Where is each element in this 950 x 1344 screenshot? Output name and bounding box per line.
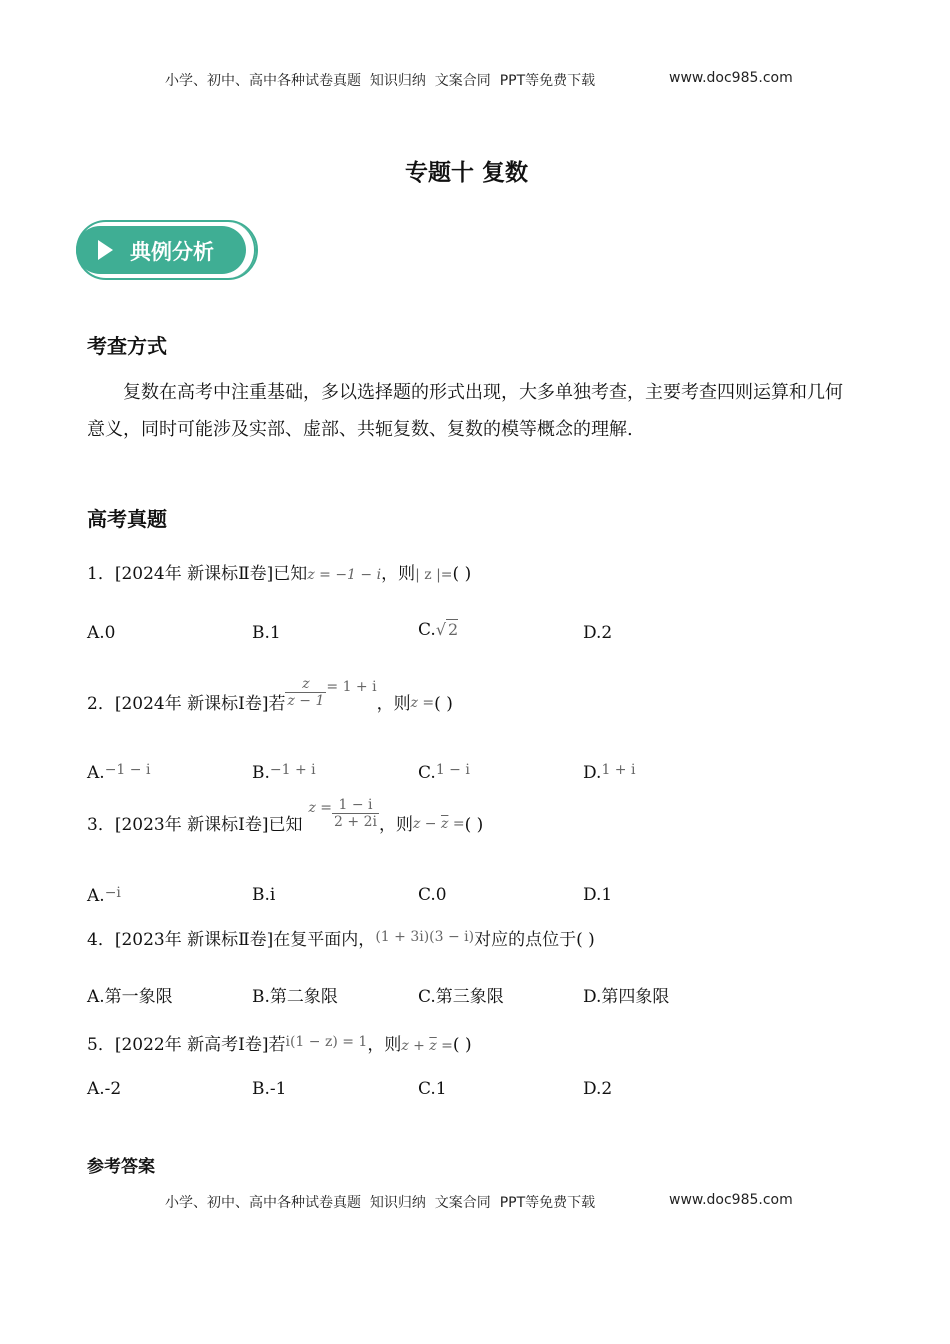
option-label: A. (87, 763, 105, 783)
question-4-option-b[interactable]: B.第二象限 (252, 987, 338, 1007)
question-2-option-c[interactable] (418, 762, 470, 783)
banner-label: 典例分析 (130, 240, 214, 264)
option-math: −i (104, 885, 121, 901)
frac-den: z − 1 (287, 693, 325, 709)
question-3-blank: ( ) (464, 815, 484, 835)
question-3 (87, 797, 483, 835)
question-5-math2 (401, 1038, 453, 1054)
m-part: z + (401, 1038, 430, 1054)
question-2-option-a[interactable] (87, 762, 150, 783)
option-label: D. (583, 763, 602, 783)
section-heading-exams: 高考真题 (87, 507, 167, 531)
question-2-fraction (285, 676, 326, 709)
question-2-text: 2．[2024年 新课标Ⅰ卷]若 (87, 694, 286, 714)
question-2-option-d[interactable] (583, 762, 635, 783)
question-1-option-c[interactable] (418, 619, 458, 640)
question-5 (87, 1030, 472, 1055)
frac-num: z (285, 676, 326, 693)
answers-heading: 参考答案 (87, 1157, 155, 1177)
page-footer-text: 小学、初中、高中各种试卷真题 知识归纳 文案合同 PPT等免费下载 (165, 1195, 596, 1211)
section-heading-method: 考查方式 (87, 334, 167, 358)
question-1-math: z = −1 − i (307, 567, 382, 583)
question-5-blank: ( ) (452, 1035, 472, 1055)
question-2 (87, 676, 453, 714)
question-1-option-a[interactable]: A.0 (87, 623, 116, 643)
option-math: 1 + i (601, 762, 636, 778)
sqrt-icon: √ (435, 620, 447, 639)
question-1-option-b[interactable]: B.1 (252, 623, 281, 643)
page-header-text: 小学、初中、高中各种试卷真题 知识归纳 文案合同 PPT等免费下载 (165, 73, 596, 89)
frac-den: 2 + 2i (334, 814, 377, 830)
question-1-blank: ( ) (452, 564, 472, 584)
question-3-math2 (413, 816, 465, 832)
question-1-math2: | z |= (415, 567, 453, 583)
page-title: 专题十 复数 (405, 160, 529, 186)
question-5-option-a[interactable]: A.-2 (87, 1079, 122, 1099)
question-5-option-c[interactable]: C.1 (418, 1079, 447, 1099)
page-header-url[interactable]: www.doc985.com (669, 70, 793, 86)
question-5-option-b[interactable]: B.-1 (252, 1079, 287, 1099)
option-label: A. (87, 886, 105, 906)
option-label: C. (418, 763, 436, 783)
question-1-text: 1．[2024年 新课标Ⅱ卷]已知 (87, 564, 308, 584)
question-3-option-b[interactable]: B.i (252, 885, 276, 905)
option-math: 2 (448, 620, 459, 639)
question-3-option-d[interactable]: D.1 (583, 885, 613, 905)
question-3-fraction (332, 797, 379, 830)
question-3-mid: ，则 (378, 815, 413, 835)
question-5-math: i(1 − z) = 1 (285, 1034, 368, 1050)
conjugate-z: $\overline{z}$ (440, 816, 449, 832)
question-2-mid: ，则 (376, 694, 411, 714)
section-banner (76, 220, 260, 282)
question-1-mid: ，则 (381, 564, 416, 584)
question-5-mid: ，则 (367, 1035, 402, 1055)
question-4-option-a[interactable]: A.第一象限 (87, 987, 173, 1007)
question-3-lhs: z = (308, 800, 333, 816)
conjugate-z: $\overline{z}$ (429, 1038, 437, 1054)
question-4-text: 4．[2023年 新课标Ⅱ卷]在复平面内， (87, 930, 376, 950)
question-2-blank: ( ) (434, 694, 453, 714)
question-4-math: (1 + 3i)(3 − i) (375, 929, 475, 945)
m-part: = (448, 816, 465, 832)
question-4-option-c[interactable]: C.第三象限 (418, 987, 504, 1007)
question-1 (87, 559, 471, 584)
question-5-text: 5．[2022年 新高考Ⅰ卷]若 (87, 1035, 286, 1055)
question-5-option-d[interactable]: D.2 (583, 1079, 613, 1099)
question-1-option-d[interactable]: D.2 (583, 623, 613, 643)
section-paragraph: 复数在高考中注重基础，多以选择题的形式出现，大多单独考查，主要考查四则运算和几何意义，同时可能涉及实部、虚部、共轭复数、复数的模等概念的理解. (87, 382, 843, 440)
m-part: = (436, 1038, 453, 1054)
question-4-blank: 对应的点位于( ) (474, 930, 595, 950)
play-triangle-icon (98, 240, 113, 260)
question-2-option-b[interactable] (252, 762, 316, 783)
option-math: −1 + i (269, 762, 316, 778)
question-2-math2: z = (410, 695, 435, 711)
m-part: z − (412, 816, 441, 832)
option-label: C. (418, 620, 436, 640)
page-footer-url[interactable]: www.doc985.com (669, 1192, 793, 1208)
question-4-option-d[interactable]: D.第四象限 (583, 987, 670, 1007)
option-label: B. (252, 763, 270, 783)
question-3-text: 3．[2023年 新课标Ⅰ卷]已知 (87, 815, 303, 835)
option-math: −1 − i (104, 762, 151, 778)
option-math: 1 − i (435, 762, 470, 778)
question-3-option-a[interactable] (87, 885, 121, 906)
question-4 (87, 925, 595, 950)
question-3-option-c[interactable]: C.0 (418, 885, 447, 905)
question-2-rhs: = 1 + i (326, 679, 377, 695)
frac-num: 1 − i (332, 797, 379, 814)
